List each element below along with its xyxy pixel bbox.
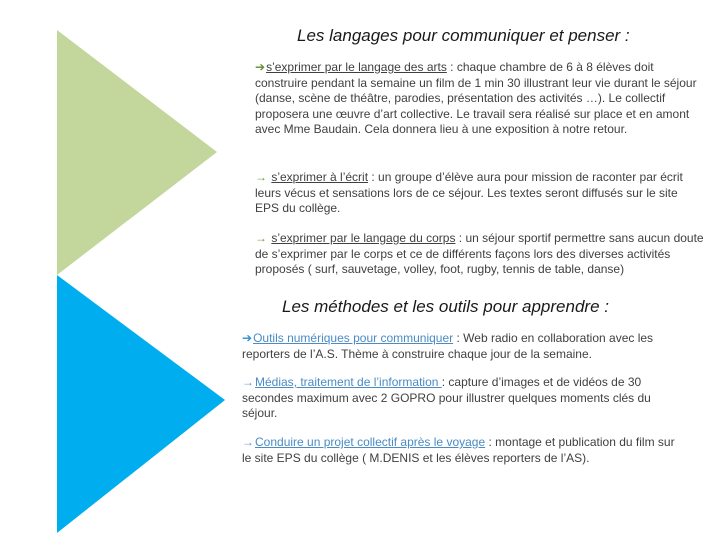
- arrow-right-icon: →: [242, 435, 254, 449]
- item-text: : Web radio en collaboration avec les reporters de l’A.S. Thème à construire chaque jour de la semaine.: [242, 331, 654, 361]
- green-triangle-shape: [57, 30, 217, 275]
- section1-item-corps: [255, 231, 705, 278]
- section1-item-ecrit: [255, 170, 700, 217]
- section2-item-projet: [242, 435, 682, 466]
- section2-item-outils: [242, 331, 682, 362]
- arrow-right-icon: →: [255, 170, 267, 184]
- section1-item-arts: [255, 60, 700, 138]
- arrow-right-icon: →: [255, 231, 267, 245]
- item-lead: Conduire un projet collectif après le voyage: [255, 435, 486, 449]
- item-text: : montage et publication du film sur le site EPS du collège ( M.DENIS et les élèves reporters de l’AS).: [242, 435, 675, 465]
- item-text: : un séjour sportif permettre sans aucun doute de s’exprimer par le corps et ce de différents façons lors des diverses activités proposés ( surf, sauvetage, volley, foot, rugby, tennis de table, danse): [255, 231, 704, 276]
- section2-item-medias: [242, 375, 682, 422]
- item-lead: Outils numériques pour communiquer: [253, 331, 454, 345]
- item-lead: Médias, traitement de l’information: [255, 375, 442, 389]
- arrow-right-icon: →: [242, 375, 254, 389]
- blue-triangle-shape: [57, 275, 225, 533]
- item-lead: s’exprimer à l’écrit: [271, 170, 369, 184]
- section1-title: Les langages pour communiquer et penser :: [297, 26, 630, 45]
- item-text: : un groupe d’élève aura pour mission de raconter par écrit leurs vécus et sensations lors de ce séjour. Les textes seront diffusés sur le site EPS du collège.: [255, 170, 683, 215]
- arrow-right-icon: ➔: [242, 331, 253, 345]
- item-lead: s’exprimer par le langage des arts: [266, 60, 447, 74]
- item-text: : chaque chambre de 6 à 8 élèves doit construire pendant la semaine un film de 1 min 30 illustrant leur vie durant le séjour (danse, scène de théâtre, parodies, présentation des activités …). Le collectif proposera une œuvre d’art collective. Le travail sera réalisé sur place et en amont avec Mme Baudain. Cela donnera lieu à une exposition à notre retour.: [255, 60, 697, 136]
- item-text: : capture d’images et de vidéos de 30 secondes maximum avec 2 GOPRO pour illustrer quelques moments clés du séjour.: [242, 375, 651, 420]
- section2-title: Les méthodes et les outils pour apprendre :: [282, 297, 609, 316]
- arrow-right-icon: ➔: [255, 60, 266, 74]
- item-lead: s’exprimer par le langage du corps: [271, 231, 456, 245]
